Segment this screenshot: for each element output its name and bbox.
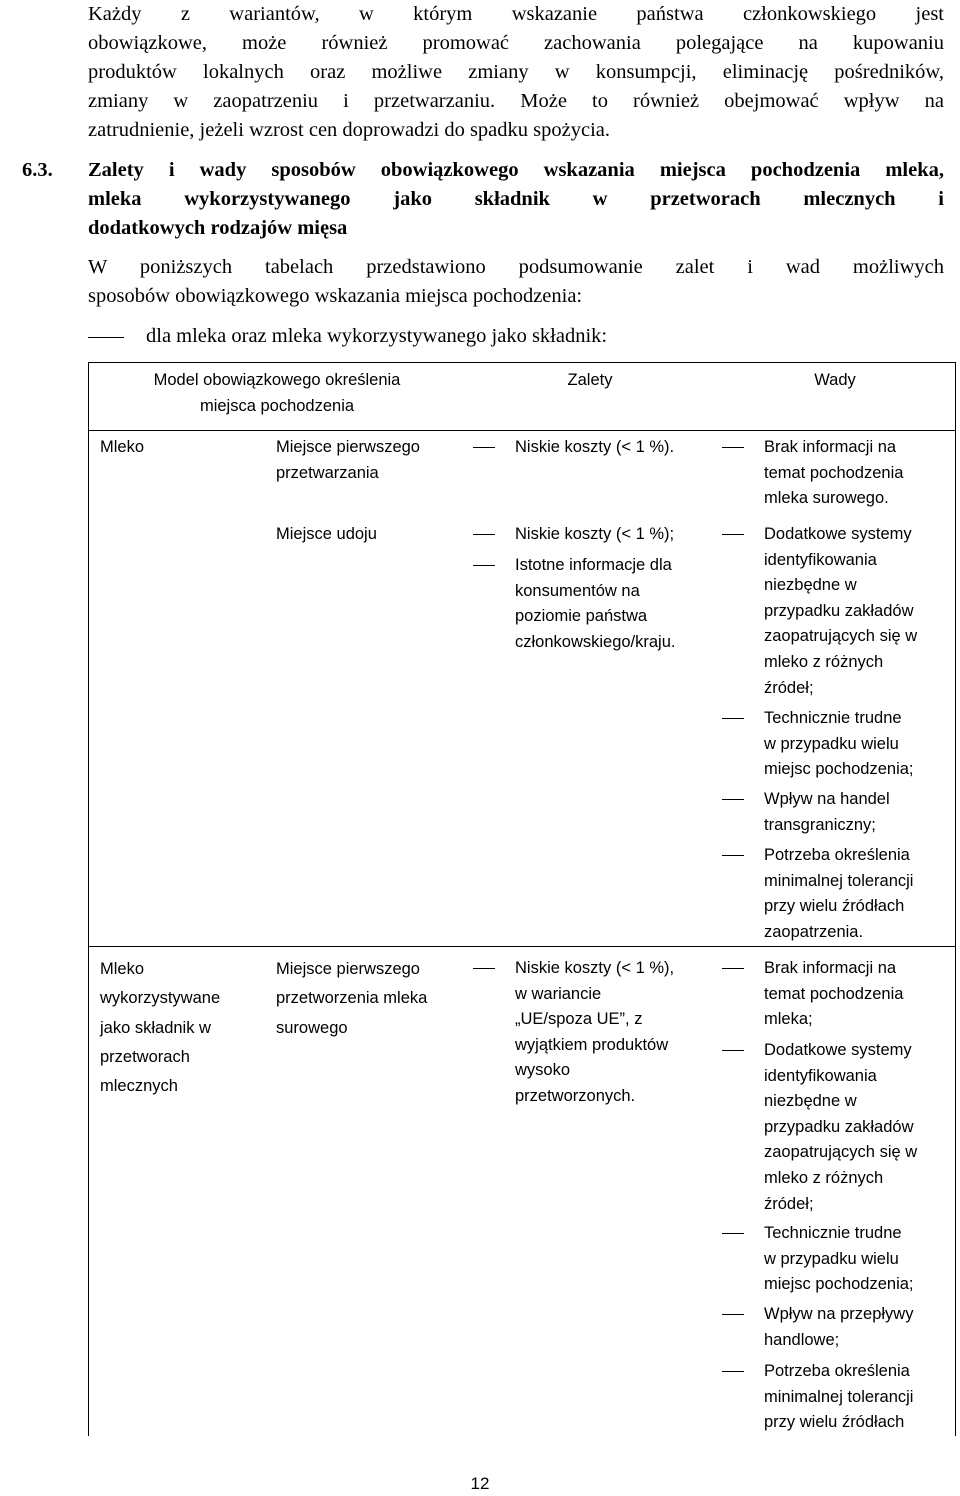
header-zalety-label: Zalety [567, 371, 613, 389]
row2-model [276, 955, 427, 1043]
row2-disadvantage-item [764, 956, 903, 1033]
item-line: Istotne informacje dla [515, 556, 672, 574]
item-line: Dodatkowe systemy [764, 525, 912, 543]
item-line: wysoko [515, 1061, 571, 1080]
summary-line: sposobów obowiązkowego wskazania miejsca pochodzenia: [88, 285, 583, 307]
item-line: miejsc pochodzenia; [764, 1275, 914, 1294]
item-line: w wariancie [515, 984, 602, 1003]
item-line: przypadku zakładów [764, 601, 914, 620]
header-wady [714, 368, 956, 394]
intro-paragraph [88, 0, 944, 145]
item-line: transgraniczny; [764, 815, 876, 834]
model-line: Miejsce pierwszego [276, 438, 420, 456]
row2-disadvantage-item [764, 1359, 913, 1436]
dash-marker [722, 534, 744, 535]
item-line: w przypadku wielu [764, 1249, 899, 1268]
header-zalety [466, 368, 714, 394]
item-line: Wpływ na przepływy [764, 1305, 914, 1323]
dash-marker [88, 337, 124, 338]
product-line: Mleko [100, 960, 145, 978]
item-line: przy wielu źródłach [764, 897, 905, 916]
table-row-divider [88, 946, 956, 947]
row2-product [100, 955, 220, 1101]
dash-marker [473, 447, 495, 448]
row1-disadvantage-item [764, 522, 917, 701]
item-line: przy wielu źródłach [764, 1413, 905, 1432]
item-line: minimalnej tolerancji [764, 1387, 914, 1406]
model-line: Miejsce pierwszego [276, 960, 420, 978]
row1-model-a [276, 435, 420, 486]
row2-disadvantage-item [764, 1221, 914, 1298]
row1-disadvantage-item [764, 787, 890, 838]
intro-line: produktów lokalnych oraz możliwe zmiany w konsumpcji, eliminację pośredników, [88, 61, 944, 83]
section-title-line: dodatkowych rodzajów mięsa [88, 217, 348, 239]
item-line: handlowe; [764, 1330, 840, 1349]
item-line: miejsc pochodzenia; [764, 760, 914, 779]
model-line: surowego [276, 1018, 348, 1037]
header-wady-label: Wady [814, 371, 856, 389]
item-line: źródeł; [764, 1194, 814, 1213]
dash-marker [722, 968, 744, 969]
item-line: „UE/spoza UE”, z [515, 1010, 643, 1029]
item-line: Niskie koszty (< 1 %); [515, 525, 675, 543]
intro-line: zatrudnienie, jeżeli wzrost cen doprowadzi do spadku spożycia. [88, 119, 610, 141]
dash-marker [722, 1233, 744, 1234]
item-line: mleka; [764, 1010, 813, 1029]
section-title [88, 156, 944, 243]
item-line: Technicznie trudne [764, 709, 902, 727]
item-line: poziomie państwa [515, 607, 648, 626]
item-line: zaopatrujących się w [764, 627, 918, 646]
item-line: Wpływ na handel [764, 790, 890, 808]
item-line: mleko z różnych [764, 1168, 884, 1187]
row2-disadvantage-item [764, 1302, 913, 1353]
product-line: przetworach [100, 1047, 190, 1066]
row1-advantage-item [515, 522, 674, 548]
dash-marker [722, 1371, 744, 1372]
table-header-divider [88, 430, 956, 431]
item-line: Brak informacji na [764, 959, 897, 977]
dash-marker [473, 565, 495, 566]
header-model-line: Model obowiązkowego określenia [153, 371, 401, 389]
product-label: Mleko [100, 438, 145, 456]
model-line: przetwarzania [276, 463, 379, 482]
item-line: Potrzeba określenia [764, 846, 910, 864]
model-line: przetworzenia mleka [276, 989, 428, 1008]
row1-model-b [276, 522, 377, 548]
row1-disadvantage-item [764, 435, 903, 512]
bullet-item [88, 322, 607, 351]
page-number: 12 [470, 1474, 490, 1493]
summary-line: W poniższych tabelach przedstawiono podsumowanie zalet i wad możliwych [88, 256, 944, 278]
intro-line: zmiany w zaopatrzeniu i przetwarzaniu. Może to również obejmować wpływ na [88, 90, 944, 112]
section-number: 6.3. [22, 159, 53, 181]
item-line: źródeł; [764, 678, 814, 697]
model-line: Miejsce udoju [276, 525, 377, 543]
item-line: Brak informacji na [764, 438, 897, 456]
product-line: wykorzystywane [100, 989, 221, 1008]
row1-product [100, 435, 144, 461]
item-line: wyjątkiem produktów [515, 1035, 669, 1054]
dash-marker [722, 855, 744, 856]
product-line: mlecznych [100, 1077, 178, 1096]
section-title-line: Zalety i wady sposobów obowiązkowego wskazania miejsca pochodzenia mleka, [88, 159, 944, 181]
row1-advantage-item [515, 553, 676, 655]
item-line: członkowskiego/kraju. [515, 632, 676, 651]
intro-line: Każdy z wariantów, w którym wskazanie państwa członkowskiego jest [88, 3, 944, 25]
item-line: Dodatkowe systemy [764, 1041, 912, 1059]
row1-disadvantage-item [764, 843, 913, 945]
summary-paragraph [88, 253, 944, 311]
item-line: Technicznie trudne [764, 1224, 902, 1242]
item-line: niezbędne w [764, 576, 857, 595]
item-line: przetworzonych. [515, 1086, 636, 1105]
item-line: identyfikowania [764, 1066, 877, 1085]
item-line: zaopatrujących się w [764, 1143, 918, 1162]
dash-marker [722, 718, 744, 719]
item-line: minimalnej tolerancji [764, 871, 914, 890]
item-line: Niskie koszty (< 1 %). [515, 438, 675, 456]
item-line: zaopatrzenia. [764, 922, 864, 941]
item-line: niezbędne w [764, 1092, 857, 1111]
item-line: mleko z różnych [764, 652, 884, 671]
item-line: przypadku zakładów [764, 1117, 914, 1136]
dash-marker [722, 799, 744, 800]
dash-marker [473, 968, 495, 969]
item-line: Potrzeba określenia [764, 1362, 910, 1380]
dash-marker [722, 447, 744, 448]
intro-line: obowiązkowe, może również promować zachowania polegające na kupowaniu [88, 32, 944, 54]
item-line: temat pochodzenia [764, 984, 904, 1003]
dash-marker [473, 534, 495, 535]
header-model-line: miejsca pochodzenia [199, 396, 355, 415]
row2-disadvantage-item [764, 1038, 917, 1217]
item-line: identyfikowania [764, 550, 877, 569]
item-line: temat pochodzenia [764, 463, 904, 482]
dash-marker [722, 1314, 744, 1315]
dash-marker [722, 1050, 744, 1051]
header-model [88, 368, 466, 419]
item-line: mleka surowego. [764, 489, 889, 508]
product-line: jako składnik w [100, 1018, 211, 1037]
row2-advantage-item [515, 956, 674, 1110]
row1-disadvantage-item [764, 706, 914, 783]
item-line: konsumentów na [515, 581, 640, 600]
item-line: w przypadku wielu [764, 734, 899, 753]
bullet-text: dla mleka oraz mleka wykorzystywanego jako składnik: [146, 325, 608, 347]
row1-advantage-item [515, 435, 674, 461]
section-title-line: mleka wykorzystywanego jako składnik w przetworach mlecznych i [88, 188, 944, 210]
item-line: Niskie koszty (< 1 %), [515, 959, 675, 977]
